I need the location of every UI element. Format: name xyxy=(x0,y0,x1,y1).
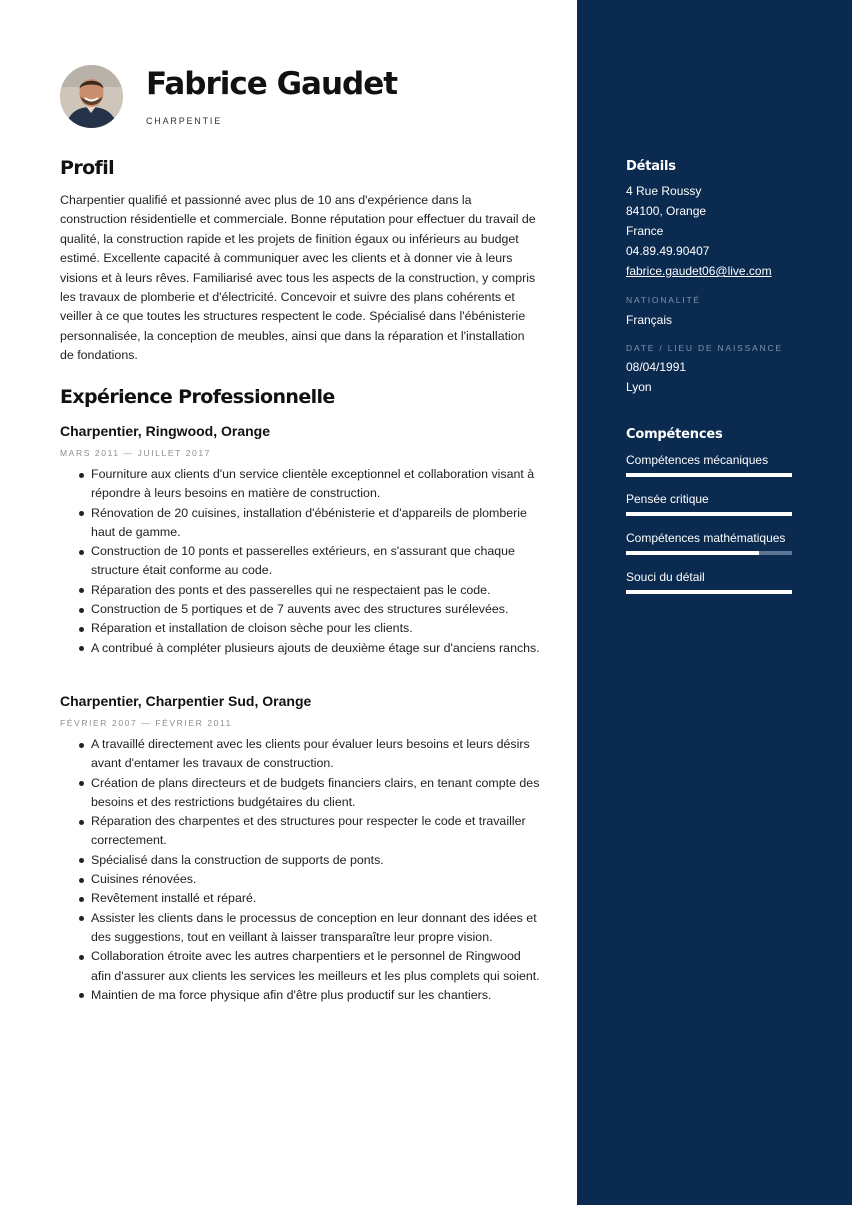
list-item: Rénovation de 20 cuisines, installation d'ébénisterie et d'appareils de plomberie haut de gamme. xyxy=(60,504,540,543)
list-item: Assister les clients dans le processus de conception en leur donnant des idées et des suggestions, tout en veillant à laisser transparaître leur propre vision. xyxy=(60,909,540,948)
avatar xyxy=(60,65,123,128)
list-item: Spécialisé dans la construction de supports de ponts. xyxy=(60,851,540,870)
nationality-label: NATIONALITÉ xyxy=(626,295,701,305)
profile-photo-icon xyxy=(60,65,123,128)
birth-place: Lyon xyxy=(626,380,652,394)
skill-level-fill xyxy=(626,590,792,594)
birth-date: 08/04/1991 xyxy=(626,360,687,374)
job-bullets-2 xyxy=(60,735,540,1005)
experience-heading: Expérience Professionnelle xyxy=(60,386,335,408)
skill-item xyxy=(626,452,792,477)
skill-level-bar xyxy=(626,551,792,555)
list-item: Revêtement installé et réparé. xyxy=(60,889,540,908)
details-heading: Détails xyxy=(626,159,676,174)
email-link[interactable]: fabrice.gaudet06@live.com xyxy=(626,264,772,278)
list-item: Réparation des charpentes et des structures pour respecter le code et travailler correctement. xyxy=(60,812,540,851)
job-dates-1: MARS 2011 — JUILLET 2017 xyxy=(60,448,212,458)
skill-level-bar xyxy=(626,473,792,477)
job-title: CHARPENTIE xyxy=(146,116,223,126)
list-item: Création de plans directeurs et de budgets financiers clairs, en tenant compte des besoins et des restrictions budgétaires du client. xyxy=(60,774,540,813)
candidate-name: Fabrice Gaudet xyxy=(146,66,398,102)
details-contact xyxy=(626,181,772,281)
skill-name: Pensée critique xyxy=(626,492,709,506)
birth-label: DATE / LIEU DE NAISSANCE xyxy=(626,343,783,353)
skill-level-fill xyxy=(626,512,792,516)
city-line: 84100, Orange xyxy=(626,204,707,218)
job-dates-2: FÉVRIER 2007 — FÉVRIER 2011 xyxy=(60,718,233,728)
list-item: Collaboration étroite avec les autres charpentiers et le personnel de Ringwood afin d'assurer aux clients les services les meilleurs et les plus complets qui soient. xyxy=(60,947,540,986)
skill-level-fill xyxy=(626,473,792,477)
list-item: Réparation des ponts et des passerelles qui ne respectaient pas le code. xyxy=(60,581,540,600)
job-title-2: Charpentier, Charpentier Sud, Orange xyxy=(60,693,312,709)
skills-heading: Compétences xyxy=(626,427,723,442)
skill-item xyxy=(626,569,792,594)
list-item: Fourniture aux clients d'un service clientèle exceptionnel et collaboration visant à répondre à leurs besoins en matière de construction. xyxy=(60,465,540,504)
list-item: Construction de 5 portiques et de 7 auvents avec des structures surélevées. xyxy=(60,600,540,619)
birth-info xyxy=(626,357,686,397)
phone-line: 04.89.49.90407 xyxy=(626,244,710,258)
list-item: Cuisines rénovées. xyxy=(60,870,540,889)
skills-list xyxy=(626,452,792,608)
list-item: Construction de 10 ponts et passerelles extérieurs, en s'assurant que chaque structure était conforme au code. xyxy=(60,542,540,581)
skill-level-fill xyxy=(626,551,759,555)
list-item: Réparation et installation de cloison sèche pour les clients. xyxy=(60,619,540,638)
job-title-1: Charpentier, Ringwood, Orange xyxy=(60,423,271,439)
profile-text: Charpentier qualifié et passionné avec plus de 10 ans d'expérience dans la construction résidentielle et commerciale. Bonne réputation pour effectuer du travail de qualité, la construction rapide et les projets de finition égaux ou inférieurs au budget estimé. Excellente capacité à communiquer avec les clients et à donner vie à leurs visions et à leurs rêves. Familiarisé avec tous les aspects de la construction, y compris les travaux de plomberie et d'électricité. Concevoir et suivre des plans cohérents et veiller à ce que toutes les structures respectent le code. Spécialisé dans l'ébénisterie personnalisée, la conception de meubles, ainsi que dans la réparation et l'installation de fondations. xyxy=(60,193,536,363)
sidebar xyxy=(577,0,852,1205)
skill-name: Compétences mathématiques xyxy=(626,531,786,545)
skill-item xyxy=(626,491,792,516)
list-item: A travaillé directement avec les clients pour évaluer leurs besoins et leurs désirs avant d'entamer les travaux de construction. xyxy=(60,735,540,774)
list-item: A contribué à compléter plusieurs ajouts de deuxième étage sur d'anciens ranchs. xyxy=(60,639,540,658)
profile-heading: Profil xyxy=(60,157,115,179)
skill-item xyxy=(626,530,792,555)
country-line: France xyxy=(626,224,664,238)
skill-level-bar xyxy=(626,590,792,594)
skill-name: Souci du détail xyxy=(626,570,705,584)
skill-name: Compétences mécaniques xyxy=(626,453,769,467)
job-bullets-1 xyxy=(60,465,540,658)
list-item: Maintien de ma force physique afin d'être plus productif sur les chantiers. xyxy=(60,986,540,1005)
nationality-value: Français xyxy=(626,313,673,327)
address-line: 4 Rue Roussy xyxy=(626,184,702,198)
skill-level-bar xyxy=(626,512,792,516)
